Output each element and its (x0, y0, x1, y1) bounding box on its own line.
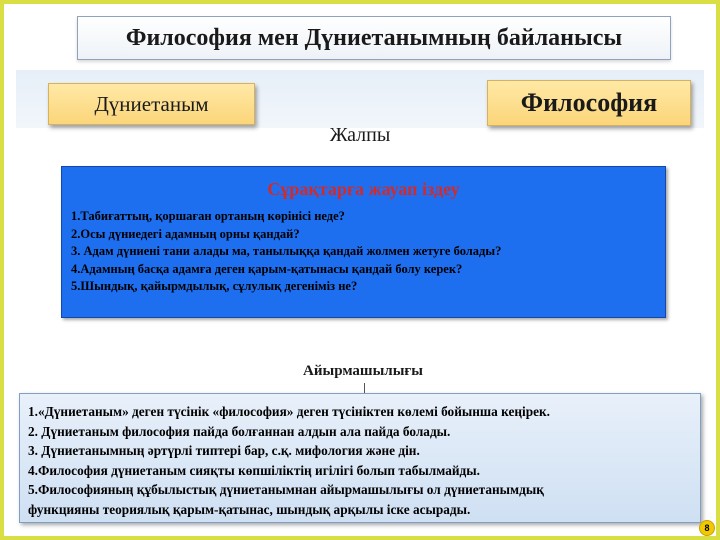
difference-item: 5.Философияның құбылыстық дүниетанымнан айырмашылығы ол дүниетанымдық (28, 482, 544, 497)
difference-list (28, 402, 550, 519)
difference-item: 3. Дүниетанымның әртүрлі типтері бар, с.қ. мифология және дін. (28, 443, 420, 458)
difference-box (19, 393, 701, 523)
question-item: 2.Осы дүниедегі адамның орны қандай? (71, 226, 300, 241)
philosophy-tag: Философия (487, 80, 691, 126)
slide-title: Философия мен Дүниетанымның байланысы (77, 16, 671, 60)
questions-list (71, 208, 501, 296)
question-item: 4.Адамның басқа адамға деген қарым-қатынасы қандай болу керек? (71, 261, 463, 276)
question-item: 5.Шындық, қайырмдылық, сұлулық дегеніміз не? (71, 279, 358, 293)
difference-item: 1.«Дүниетаным» деген түсінік «философия» деген түсініктен көлемі бойынша кеңірек. (28, 404, 550, 419)
difference-label: Айырмашылығы (303, 363, 423, 379)
questions-title: Сұрақтарға жауап іздеу (267, 179, 460, 199)
worldview-tag: Дүниетаным (48, 83, 255, 125)
page-number-badge: 8 (699, 520, 715, 536)
difference-item: 4.Философия дүниетаным сияқты көпшіліктің игілігі болып табылмайды. (28, 462, 480, 478)
common-label: Жалпы (329, 124, 391, 146)
difference-item: функцияны теориялық қарым-қатынас, шындық арқылы іске асырады. (28, 501, 471, 517)
questions-box (61, 166, 666, 318)
question-item: 1.Табиғаттың, қоршаған ортаның көрінісі неде? (71, 209, 345, 223)
question-item: 3. Адам дүниені тани алады ма, танылыққа қандай жолмен жетуге болады? (71, 244, 502, 258)
difference-item: 2. Дүниетаным философия пайда болғаннан алдын ала пайда болады. (28, 423, 451, 439)
